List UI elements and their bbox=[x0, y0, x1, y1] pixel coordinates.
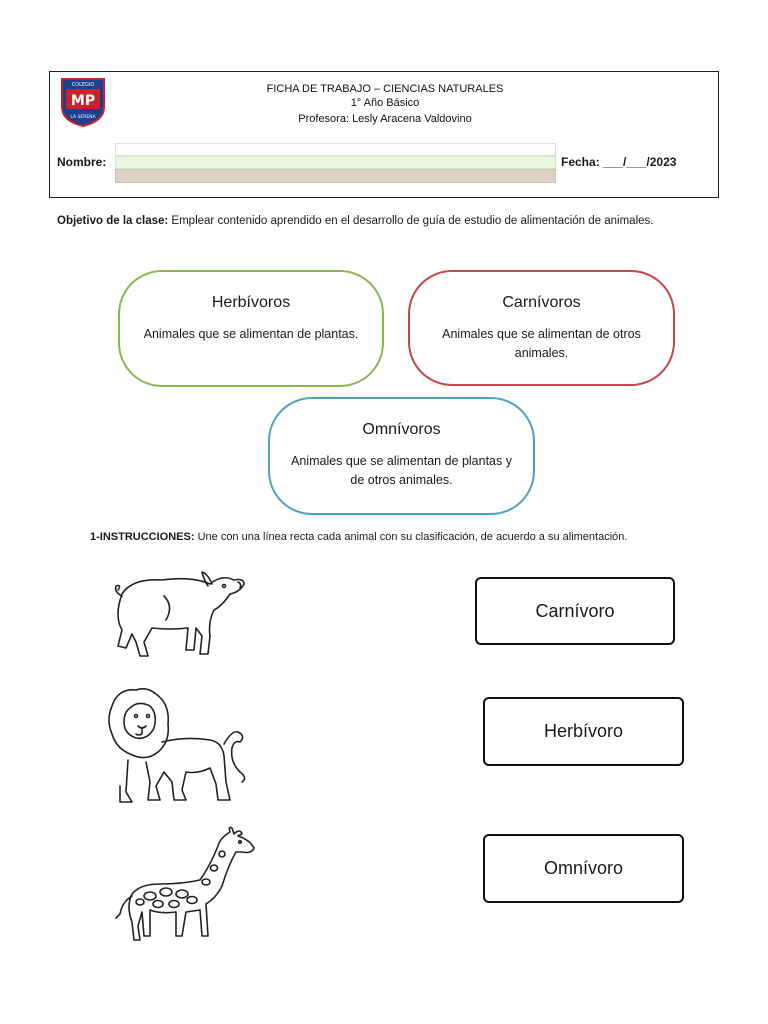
logo-top-text: COLEGIO bbox=[71, 82, 95, 88]
giraffe-drawing bbox=[110, 826, 258, 946]
definition-title: Herbívoros bbox=[211, 294, 291, 311]
definition-omnivores bbox=[268, 397, 535, 515]
definition-carnivores bbox=[408, 270, 675, 386]
teacher-name: Profesora: Lesly Aracena Valdovino bbox=[298, 113, 472, 125]
instructions-label: 1-INSTRUCCIONES: bbox=[90, 531, 195, 543]
definition-herbivores bbox=[118, 270, 384, 387]
date-field: Fecha: ___/___/2023 bbox=[561, 155, 677, 169]
objective-text: Emplear contenido aprendido en el desarrollo de guía de estudio de alimentación de animales. bbox=[171, 215, 654, 227]
pig-drawing bbox=[104, 566, 249, 664]
answer-label: Carnívoro bbox=[535, 600, 615, 621]
school-logo bbox=[58, 77, 108, 127]
instructions-text: Une con una línea recta cada animal con su clasificación, de acuerdo a su alimentación. bbox=[197, 531, 628, 543]
objective bbox=[57, 213, 717, 229]
name-input[interactable] bbox=[115, 143, 556, 183]
objective-label: Objetivo de la clase: bbox=[57, 215, 169, 227]
answer-box-omnivoro[interactable] bbox=[483, 834, 684, 903]
definition-text: Animales que se alimentan de plantas y de otros animales. bbox=[291, 454, 512, 487]
answer-label: Herbívoro bbox=[543, 721, 624, 741]
definition-text: Animales que se alimentan de otros animales. bbox=[442, 327, 641, 360]
worksheet-title: FICHA DE TRABAJO – CIENCIAS NATURALES bbox=[266, 83, 504, 95]
definition-title: Omnívoros bbox=[362, 421, 441, 438]
lion-drawing bbox=[106, 682, 248, 807]
definition-title: Carnívoros bbox=[502, 294, 581, 311]
name-label: Nombre: bbox=[57, 155, 107, 169]
answer-box-carnivoro[interactable] bbox=[475, 577, 675, 645]
answer-box-herbivoro[interactable] bbox=[483, 697, 684, 766]
instructions bbox=[90, 530, 690, 545]
answer-label: Omnívoro bbox=[543, 858, 624, 878]
definition-text: Animales que se alimentan de plantas. bbox=[143, 327, 359, 341]
logo-bottom-text: LA SERENA bbox=[70, 115, 96, 120]
logo-monogram: MP bbox=[70, 93, 96, 109]
grade-level: 1° Año Básico bbox=[350, 97, 420, 109]
